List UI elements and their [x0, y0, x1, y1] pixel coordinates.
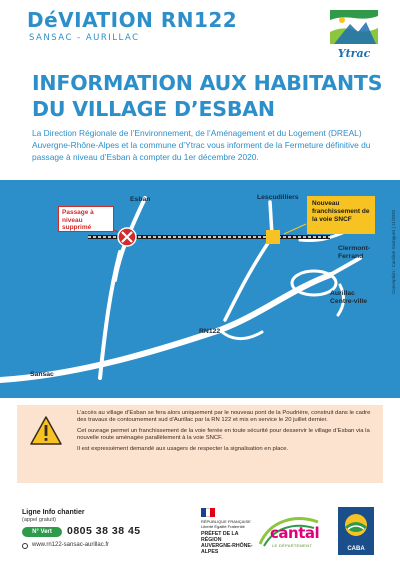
- map-label-aurillac: Aurillac Centre-ville: [330, 290, 368, 305]
- closed-crossing-callout: Passage à niveau supprimé: [58, 206, 114, 232]
- caba-name: CABA: [347, 546, 365, 552]
- ytrac-logo: [320, 6, 388, 62]
- hotline-subtitle: (appel gratuit): [22, 517, 56, 523]
- prefet-republique: RÉPUBLIQUE FRANÇAISE Liberté Égalité Fraternité: [201, 519, 251, 529]
- header: [0, 0, 400, 68]
- french-flag-icon: [201, 508, 215, 517]
- road-rn122: [0, 275, 330, 380]
- logo-title: DéVIATION: [27, 8, 154, 32]
- notice-paragraph-1: L’accès au village d’Esban se fera alors uniquement par le nouveau pont de la Poudrière, construit dans le cadre des travaux de contournement sud d’Aurillac par la RN 122 et mis en service le 20 juillet dernier.: [77, 410, 371, 424]
- hotline-title: Ligne Info chantier: [22, 509, 85, 516]
- map-credit: Conception : Caroline Garrigues | 11/2020: [391, 210, 396, 294]
- map-label-clermont: Clermont- Ferrand: [338, 245, 371, 260]
- page-title-line1: INFORMATION AUX HABITANTS: [32, 71, 383, 95]
- cantal-subtitle: LE DÉPARTEMENT: [272, 543, 313, 548]
- globe-icon: [22, 543, 28, 549]
- new-crossing-callout: Nouveau franchissement de la voie SNCF: [307, 196, 375, 234]
- warning-triangle-icon: [29, 415, 63, 447]
- prefet-name: PRÉFET DE LA RÉGION AUVERGNE-RHÔNE-ALPES: [201, 531, 253, 555]
- notice-paragraph-3: Il est expressément demandé aux usagers de respecter la signalisation en place.: [77, 445, 289, 452]
- title-block: [32, 70, 382, 163]
- logo-subtitle: SANSAC - AURILLAC: [29, 33, 140, 43]
- logo-road: RN122: [160, 8, 238, 32]
- deviation-rn122-logo: [27, 8, 238, 52]
- caba-logo: [338, 507, 374, 555]
- map-label-rn122: RN122: [199, 328, 221, 335]
- numero-vert-badge: N° Vert: [22, 527, 62, 537]
- website-link[interactable]: www.rn122-sansac-aurillac.fr: [32, 542, 110, 548]
- cantal-name: cantal: [270, 524, 320, 542]
- footer: [0, 500, 400, 568]
- map-label-lescudilliers: Lescudilliers: [257, 194, 299, 201]
- new-crossing-marker: [266, 230, 280, 244]
- hotline-phone[interactable]: 0805 38 38 45: [67, 525, 141, 537]
- notice-paragraph-2: Cet ouvrage permet un franchissement de la voie ferrée en toute sécurité pour desservir le village d’Esban via la nouvelle route aménagée parallèlement à la voie SNCF.: [77, 427, 370, 442]
- map-label-esban: Esban: [130, 196, 151, 203]
- notice-box: [17, 405, 383, 483]
- page-title-line2: DU VILLAGE D’ESBAN: [32, 97, 275, 121]
- ytrac-logo-text: Ytrac: [337, 47, 371, 60]
- prefet-logo: [201, 508, 253, 558]
- cantal-logo: [256, 514, 322, 554]
- map-label-sansac: Sansac: [30, 371, 54, 378]
- intro-text: La Direction Régionale de l’Environnement, de l’Aménagement et du Logement (DREAL) Auvergne-Rhône-Alpes et la commune d’Ytrac vous informent de la Fermeture définitive du passage à niveau d’Esban à compter du 1er décembre 2020.: [32, 128, 371, 162]
